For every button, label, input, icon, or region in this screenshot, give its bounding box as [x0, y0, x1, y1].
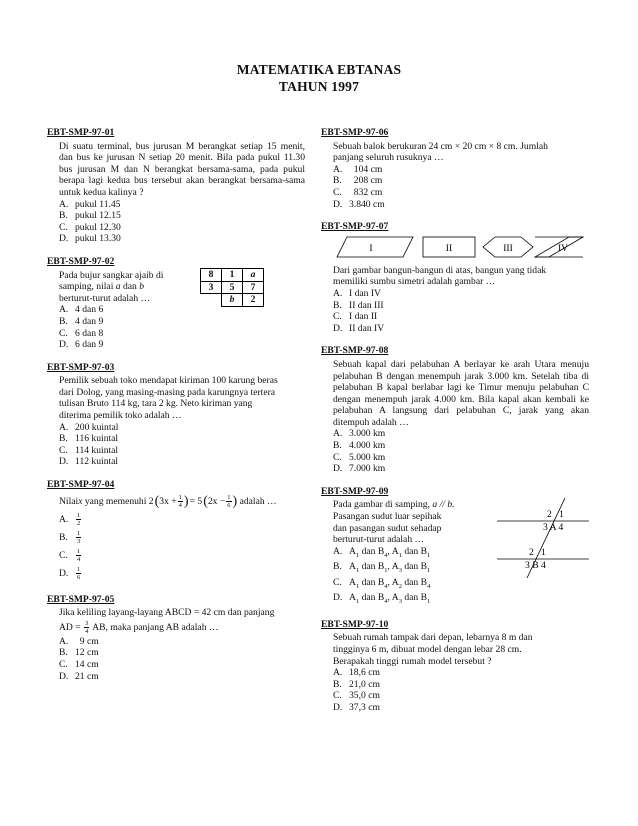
question-id: EBT-SMP-97-05	[47, 593, 115, 605]
doc-year: TAHUN 1997	[278, 79, 360, 94]
question-97-09	[321, 486, 589, 608]
question-text-line2: samping, nilai a dan b	[59, 281, 145, 293]
question-text-line1: Pada gambar di samping, a // b.	[333, 499, 455, 511]
option-b: B. 4.000 km	[333, 440, 386, 452]
question-97-05	[47, 594, 305, 683]
question-id: EBT-SMP-97-03	[47, 361, 115, 373]
question-text-line: Sebuah balok berukuran 24 cm × 20 cm × 8 cm. Jumlah	[333, 140, 548, 152]
option-b: B. pukul 12.15	[59, 210, 121, 222]
angles-b-top: 2 1	[529, 546, 546, 558]
option-c: C. 114 kuintal	[59, 444, 119, 456]
option-b: B. 4 dan 9	[59, 315, 104, 327]
question-97-08	[321, 345, 589, 475]
question-text-line1: Jika keliling layang-layang ABCD = 42 cm dan panjang	[59, 607, 275, 619]
shape-label-1: I	[369, 242, 373, 254]
option-d: D. $A_1$ dan $B_4$, $A_3$ dan $B_1$	[333, 592, 431, 606]
question-text-line: Dari gambar bangun-bangun di atas, bangun yang tidak	[333, 264, 547, 276]
question-text-line: dan pasangan sudut sehadap	[333, 522, 442, 534]
question-id: EBT-SMP-97-10	[321, 618, 389, 630]
question-id: EBT-SMP-97-04	[47, 479, 115, 491]
option-c: C. 14 cm	[59, 659, 99, 670]
option-d: D. 37,3 cm	[333, 701, 380, 713]
question-id: EBT-SMP-97-08	[321, 345, 389, 357]
option-c: C. $A_1$ dan $B_4$, $A_2$ dan $B_4$	[333, 576, 431, 590]
question-text-line: Berapakah tinggi rumah model tersebut ?	[333, 655, 492, 667]
option-b: B. 116 kuintal	[59, 433, 119, 445]
option-a: A. $\frac{1}{2}$	[59, 512, 81, 528]
option-c: C. $\frac{1}{4}$	[59, 548, 81, 564]
question-text-line: dari Dolog, yang masing-masing pada karungnya tertera	[59, 386, 276, 398]
question-text-line: tulisan Bruto 114 kg, tara 2 kg. Neto kiriman yang	[59, 398, 253, 410]
question-id: EBT-SMP-97-06	[321, 127, 389, 138]
question-97-01	[47, 127, 305, 245]
option-a: A. 9 cm	[59, 635, 99, 647]
question-text-line: tingginya 6 m, dibuat model dengan lebar 28 cm.	[333, 644, 522, 655]
option-b: B. 208 cm	[333, 175, 383, 187]
left-column	[47, 127, 305, 693]
question-text-line2: AD = $\frac{3}{4}$ AB, maka panjang AB adalah …	[59, 619, 219, 635]
option-a: A. 3.000 km	[333, 428, 386, 440]
option-c: C. pukul 12.30	[59, 221, 121, 233]
angles-a-bottom: 3 A 4	[543, 521, 564, 533]
option-c: C. I dan II	[333, 311, 378, 323]
question-text-line: Sebuah rumah tampak dari depan, lebarnya 8 m dan	[333, 632, 533, 644]
option-b: B. 21,0 cm	[333, 678, 380, 690]
option-a: A. 104 cm	[333, 163, 383, 175]
option-a: A. 200 kuintal	[59, 421, 119, 433]
option-a: A. I dan IV	[333, 287, 381, 299]
question-text-line: Pasangan sudut luar sepihak	[333, 511, 442, 523]
question-text: Nilai x yang memenuhi 2 ( 3x + $\frac{1}{4}$ ) = 5 ( 2x − $\frac{1}{6}$ ) adalah …	[59, 493, 277, 510]
shape-label-2: II	[445, 242, 453, 254]
shape-label-4: IV	[557, 242, 569, 254]
parallelogram-shape	[337, 237, 413, 257]
option-a: A. pukul 11.45	[59, 198, 121, 210]
option-d: D. 21 cm	[59, 670, 99, 682]
option-d: D. pukul 13.30	[59, 233, 121, 245]
right-column	[321, 127, 589, 725]
question-97-07	[321, 221, 589, 334]
option-d: D. 112 kuintal	[59, 456, 119, 468]
question-id: EBT-SMP-97-07	[321, 221, 389, 233]
question-text-line1: Pada bujur sangkar ajaib di	[59, 269, 164, 281]
shape-figures	[321, 235, 589, 261]
question-97-02	[47, 256, 305, 351]
option-b: B. 12 cm	[59, 647, 99, 659]
angles-b-bottom: 3 B 4	[525, 559, 546, 571]
question-id: EBT-SMP-97-09	[321, 485, 389, 497]
question-97-04	[47, 479, 305, 583]
option-c: C. 832 cm	[333, 186, 383, 198]
option-d: D. II dan IV	[333, 322, 385, 334]
question-97-03	[47, 362, 305, 468]
option-b: B. $A_1$ dan $B_1$, $A_3$ dan $B_1$	[333, 561, 431, 575]
angles-a-top: 2 1	[547, 508, 564, 520]
shape-label-3: III	[503, 242, 513, 254]
question-text: Di suatu terminal, bus jurusan M berangkat setiap 15 menit, dan bus ke jurusan N setiap 20 menit. Bila pada pukul 11.30 bus jurusan M dan N berangkat bersama-sama, pada pukul berapa lagi kedua bus tersebut akan berangkat bersama-sama untuk kedua kalinya ?	[59, 140, 305, 198]
question-text-line: memiliki sumbu simetri adalah gambar …	[333, 276, 496, 288]
option-c: C. 5.000 km	[333, 451, 386, 463]
question-text: Sebuah kapal dari pelabuhan A berlayar ke arah Utara menuju pelabuhan B dengan menempuh jarak 3.000 km. Setelah tiba di pelabuhan B kapal berlabar lagi ke Timur menuju pelabuhan C dengan menempuh jarak 4.000 km. Bila kapal akan kembali ke pelabuhan A langsung dari pelabuhan C, jarak yang akan ditempuh adalah …	[333, 358, 589, 428]
option-a: A. $A_1$ dan $B_4$, $A_1$ dan $B_1$	[333, 545, 431, 559]
option-d: D. $\frac{1}{6}$	[59, 566, 81, 582]
option-b: B. II dan III	[333, 299, 384, 311]
question-text-line: Pemilik sebuah toko mendapat kiriman 100 karung beras	[59, 375, 278, 387]
question-text-line: diterima pemilik toko adalah …	[59, 410, 182, 422]
option-d: D. 7.000 km	[333, 463, 386, 475]
question-97-06	[321, 127, 589, 210]
question-text-line: panjang seluruh rusuknya …	[333, 152, 444, 164]
doc-title: MATEMATIKA EBTANAS	[236, 62, 402, 77]
question-text-line: berturut-turut adalah …	[333, 534, 425, 546]
option-b: B. $\frac{1}{3}$	[59, 530, 81, 546]
option-d: D. 6 dan 9	[59, 339, 104, 351]
magic-square: 8 1 a 3 5 7 b 2	[200, 268, 264, 307]
question-id: EBT-SMP-97-02	[47, 255, 115, 267]
option-a: A. 18,6 cm	[333, 667, 380, 679]
question-id: EBT-SMP-97-01	[47, 127, 115, 138]
option-d: D. 3.840 cm	[333, 198, 385, 210]
parallel-lines-figure	[491, 498, 591, 578]
option-c: C. 35,0 cm	[333, 690, 380, 702]
question-97-10	[321, 619, 589, 714]
option-c: C. 6 dan 8	[59, 327, 104, 339]
option-a: A. 4 dan 6	[59, 304, 104, 316]
question-text-line3: berturut-turut adalah …	[59, 292, 151, 304]
